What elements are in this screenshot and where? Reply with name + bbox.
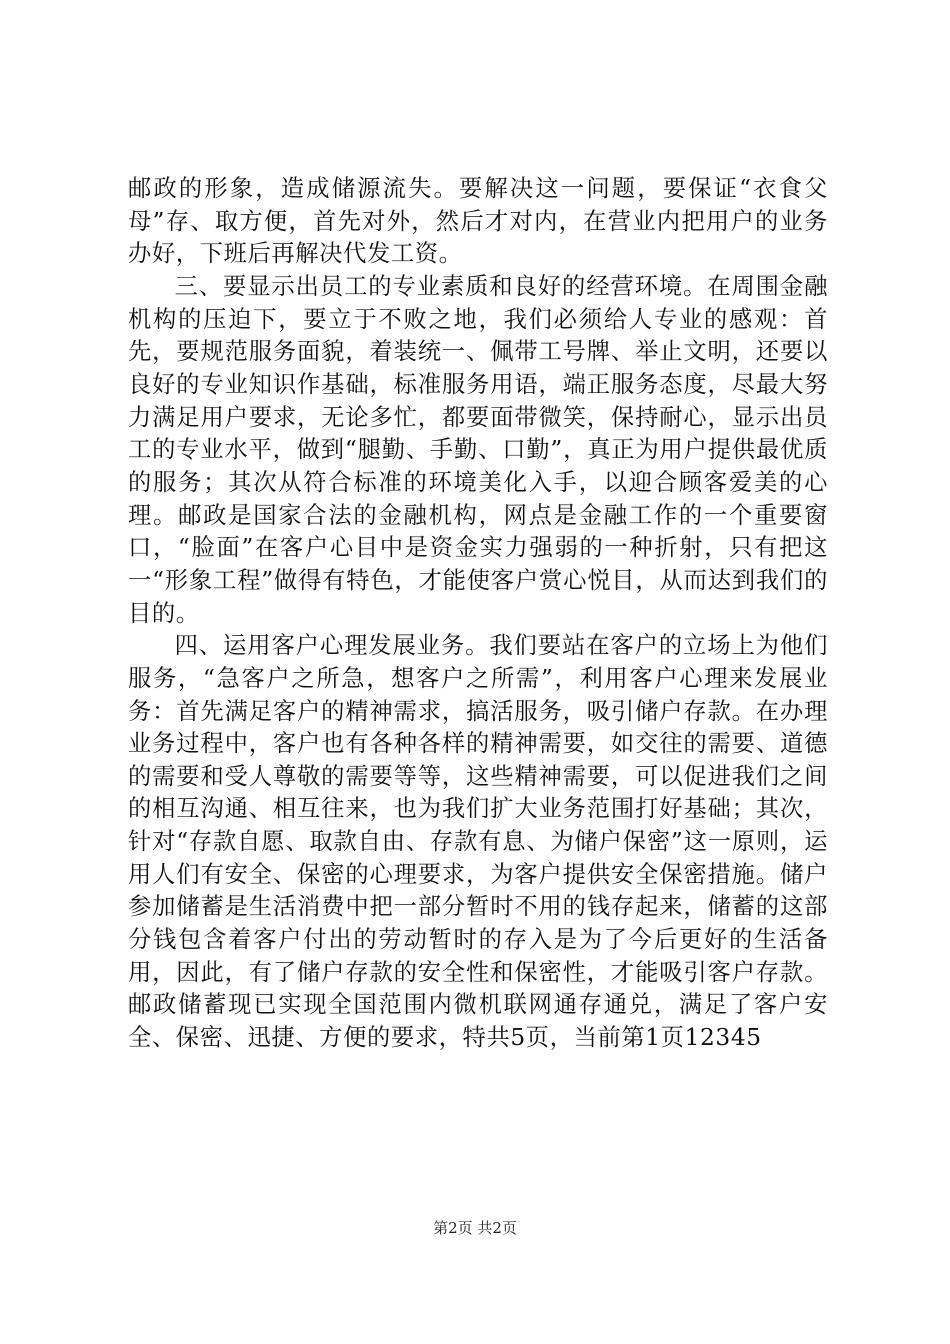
paragraph-customer-psychology: 四、运用客户心理发展业务。我们要站在客户的立场上为他们服务，“急客户之所急，想客户之所需”，利用客户心理来发展业务：首先满足客户的精神需求，搞活服务，吸引储户存款。在办理业务过程中，客户也有各种各样的精神需要，如交往的需要、道德的需要和受人尊敬的需要等等，这些精神需要，可以促进我们之间的相互沟通、相互往来，也为我们扩大业务范围打好基础；其次，针对“存款自愿、取款自由、存款有息、为储户保密”这一原则，运用人们有安全、保密的心理要求，为客户提供安全保密措施。储户参加储蓄是生活消费中把一部分暂时不用的钱存起来，储蓄的这部分钱包含着客户付出的劳动暂时的存入是为了今后更好的生活备用，因此，有了储户存款的安全性和保密性，才能吸引客户存款。邮政储蓄现已实现全国范围内微机联网通存通兑，满足了客户安全、保密、迅捷、方便的要求，特共5页，当前第1页12345 bbox=[128, 632, 828, 1052]
document-body bbox=[128, 173, 828, 1055]
page-footer bbox=[0, 1217, 950, 1238]
paragraph-continuation: 邮政的形象，造成储源流失。要解决这一问题，要保证“衣食父母”存、取方便，首先对外，然后才对内，在营业内把用户的业务办好，下班后再解决代发工资。 bbox=[128, 175, 828, 268]
paragraph-professional-quality: 三、要显示出员工的专业素质和良好的经营环境。在周围金融机构的压迫下，要立于不败之地，我们必须给人专业的感观：首先，要规范服务面貌，着装统一、佩带工号牌、举止文明，还要以良好的专业知识作基础，标准服务用语，端正服务态度，尽最大努力满足用户要求，无论多忙，都要面带微笑，保持耐心，显示出员工的专业水平，做到“腿勤、手勤、口勤”，真正为用户提供最优质的服务；其次从符合标准的环境美化入手，以迎合顾客爱美的心理。邮政是国家合法的金融机构，网点是金融工作的一个重要窗口，“脸面”在客户心目中是资金实力强弱的一种折射，只有把这一“形象工程”做得有特色，才能使客户赏心悦目，从而达到我们的目的。 bbox=[128, 272, 828, 627]
page-number-label: 第2页 共2页 bbox=[433, 1219, 517, 1237]
